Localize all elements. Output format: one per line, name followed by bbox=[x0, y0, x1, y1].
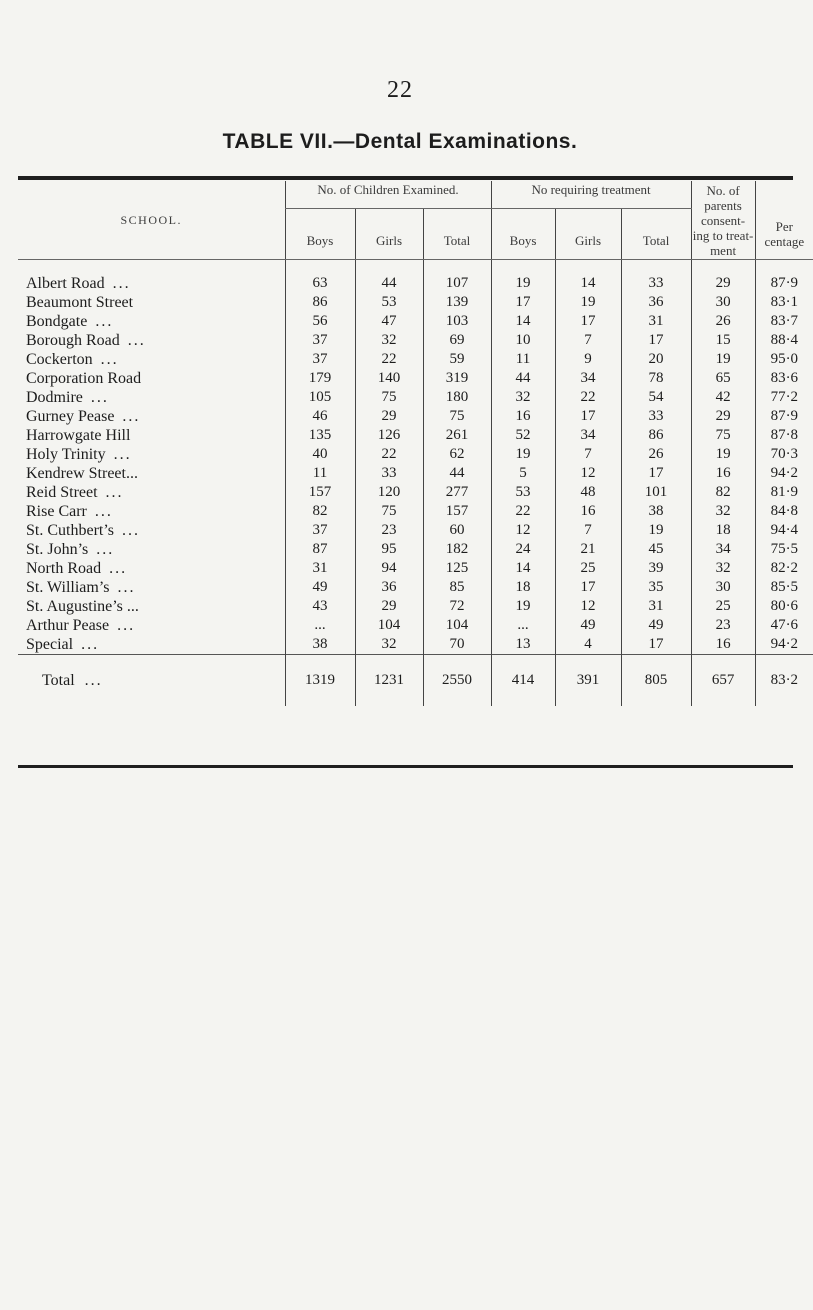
cell-ex-boys: 157 bbox=[285, 483, 355, 502]
dental-examinations-table bbox=[18, 181, 813, 706]
school-name-cell bbox=[18, 616, 285, 635]
cell-ex-girls: 75 bbox=[355, 502, 423, 521]
leader-dots: ... bbox=[109, 560, 128, 577]
table-title: TABLE VII.—Dental Examinations. bbox=[222, 130, 578, 153]
cell-ex-total: 125 bbox=[423, 559, 491, 578]
header-row-groups bbox=[18, 181, 813, 209]
leader-dots: ... bbox=[95, 313, 114, 330]
leader-dots: ... bbox=[117, 579, 136, 596]
total-consent: 657 bbox=[691, 655, 755, 707]
cell-ex-girls: 29 bbox=[355, 407, 423, 426]
cell-ex-girls: 75 bbox=[355, 388, 423, 407]
cell-pct: 87·9 bbox=[755, 407, 813, 426]
leader-dots: ... bbox=[105, 484, 124, 501]
school-name-cell bbox=[18, 260, 285, 294]
cell-consent: 34 bbox=[691, 540, 755, 559]
total-ex-boys: 1319 bbox=[285, 655, 355, 707]
table-row bbox=[18, 350, 813, 369]
cell-ex-total: 70 bbox=[423, 635, 491, 655]
cell-ex-total: 44 bbox=[423, 464, 491, 483]
cell-ex-boys: 87 bbox=[285, 540, 355, 559]
cell-pct: 88·4 bbox=[755, 331, 813, 350]
cell-rq-boys: 18 bbox=[491, 578, 555, 597]
cell-consent: 30 bbox=[691, 578, 755, 597]
cell-ex-girls: 22 bbox=[355, 350, 423, 369]
school-header: SCHOOL. bbox=[18, 181, 285, 260]
cell-pct: 94·2 bbox=[755, 635, 813, 655]
cell-ex-total: 59 bbox=[423, 350, 491, 369]
cell-rq-total: 33 bbox=[621, 407, 691, 426]
school-name-cell bbox=[18, 331, 285, 350]
school-name-cell bbox=[18, 312, 285, 331]
school-name-cell bbox=[18, 293, 285, 312]
requiring-girls-header: Girls bbox=[555, 209, 621, 260]
cell-rq-girls: 22 bbox=[555, 388, 621, 407]
percentage-header: Per centage bbox=[755, 181, 813, 260]
parents-consenting-label: No. of parents consent- ing to treat- ment bbox=[692, 183, 754, 258]
cell-ex-boys: 43 bbox=[285, 597, 355, 616]
leader-dots: ... bbox=[94, 503, 113, 520]
cell-pct: 94·2 bbox=[755, 464, 813, 483]
cell-rq-boys: 11 bbox=[491, 350, 555, 369]
cell-ex-total: 75 bbox=[423, 407, 491, 426]
cell-pct: 83·7 bbox=[755, 312, 813, 331]
cell-ex-boys: 56 bbox=[285, 312, 355, 331]
cell-rq-boys: 14 bbox=[491, 312, 555, 331]
cell-ex-total: 62 bbox=[423, 445, 491, 464]
cell-ex-total: 139 bbox=[423, 293, 491, 312]
cell-rq-girls: 16 bbox=[555, 502, 621, 521]
cell-ex-boys: 40 bbox=[285, 445, 355, 464]
total-label: Total bbox=[42, 672, 75, 689]
cell-pct: 80·6 bbox=[755, 597, 813, 616]
cell-ex-girls: 126 bbox=[355, 426, 423, 445]
cell-rq-girls: 17 bbox=[555, 578, 621, 597]
cell-ex-girls: 140 bbox=[355, 369, 423, 388]
cell-ex-girls: 44 bbox=[355, 260, 423, 294]
school-name: St. John’s bbox=[26, 541, 89, 558]
school-name: Reid Street bbox=[26, 484, 98, 501]
cell-consent: 26 bbox=[691, 312, 755, 331]
cell-ex-total: 104 bbox=[423, 616, 491, 635]
cell-ex-girls: 22 bbox=[355, 445, 423, 464]
requiring-treatment-header: No requiring treatment bbox=[491, 181, 691, 209]
total-ex-girls: 1231 bbox=[355, 655, 423, 707]
cell-pct: 87·8 bbox=[755, 426, 813, 445]
cell-rq-boys: 44 bbox=[491, 369, 555, 388]
cell-rq-girls: 4 bbox=[555, 635, 621, 655]
cell-ex-boys: 37 bbox=[285, 350, 355, 369]
cell-consent: 16 bbox=[691, 635, 755, 655]
school-name: Corporation Road bbox=[26, 370, 142, 387]
cell-ex-total: 261 bbox=[423, 426, 491, 445]
school-name-cell bbox=[18, 426, 285, 445]
school-name-cell bbox=[18, 540, 285, 559]
cell-rq-total: 45 bbox=[621, 540, 691, 559]
leader-dots: ... bbox=[113, 446, 132, 463]
cell-ex-boys: 179 bbox=[285, 369, 355, 388]
total-rq-girls: 391 bbox=[555, 655, 621, 707]
school-name: Bondgate bbox=[26, 313, 88, 330]
table-row bbox=[18, 540, 813, 559]
school-name-cell bbox=[18, 521, 285, 540]
table-row bbox=[18, 426, 813, 445]
table-row bbox=[18, 635, 813, 655]
cell-ex-total: 72 bbox=[423, 597, 491, 616]
cell-rq-boys: 10 bbox=[491, 331, 555, 350]
total-rq-boys: 414 bbox=[491, 655, 555, 707]
cell-ex-girls: 33 bbox=[355, 464, 423, 483]
cell-consent: 29 bbox=[691, 407, 755, 426]
examined-total-header: Total bbox=[423, 209, 491, 260]
cell-rq-total: 78 bbox=[621, 369, 691, 388]
cell-rq-total: 101 bbox=[621, 483, 691, 502]
table-row bbox=[18, 312, 813, 331]
leader-dots: ... bbox=[100, 351, 119, 368]
cell-consent: 29 bbox=[691, 260, 755, 294]
school-name-cell bbox=[18, 597, 285, 616]
cell-ex-total: 107 bbox=[423, 260, 491, 294]
school-name-cell bbox=[18, 388, 285, 407]
cell-consent: 75 bbox=[691, 426, 755, 445]
cell-pct: 83·1 bbox=[755, 293, 813, 312]
school-name: Arthur Pease bbox=[26, 617, 110, 634]
school-name: Beaumont Street bbox=[26, 294, 134, 311]
cell-rq-total: 31 bbox=[621, 312, 691, 331]
cell-pct: 94·4 bbox=[755, 521, 813, 540]
cell-rq-boys: 19 bbox=[491, 260, 555, 294]
table-row bbox=[18, 464, 813, 483]
cell-rq-boys: 53 bbox=[491, 483, 555, 502]
total-label-cell bbox=[18, 655, 285, 707]
cell-consent: 32 bbox=[691, 559, 755, 578]
cell-rq-total: 38 bbox=[621, 502, 691, 521]
cell-consent: 65 bbox=[691, 369, 755, 388]
cell-consent: 82 bbox=[691, 483, 755, 502]
cell-ex-boys: 105 bbox=[285, 388, 355, 407]
cell-ex-girls: 23 bbox=[355, 521, 423, 540]
requiring-boys-header: Boys bbox=[491, 209, 555, 260]
cell-ex-boys: 31 bbox=[285, 559, 355, 578]
cell-rq-total: 35 bbox=[621, 578, 691, 597]
examined-boys-header: Boys bbox=[285, 209, 355, 260]
requiring-total-header: Total bbox=[621, 209, 691, 260]
cell-rq-total: 17 bbox=[621, 464, 691, 483]
table-row bbox=[18, 331, 813, 350]
cell-rq-boys: 19 bbox=[491, 445, 555, 464]
cell-consent: 32 bbox=[691, 502, 755, 521]
table-row bbox=[18, 559, 813, 578]
school-name-cell bbox=[18, 559, 285, 578]
cell-rq-boys: 32 bbox=[491, 388, 555, 407]
cell-rq-boys: 19 bbox=[491, 597, 555, 616]
cell-pct: 95·0 bbox=[755, 350, 813, 369]
examined-header: No. of Children Examined. bbox=[285, 181, 491, 209]
cell-rq-girls: 25 bbox=[555, 559, 621, 578]
school-name: St. William’s bbox=[26, 579, 110, 596]
school-name: Harrowgate Hill bbox=[26, 427, 131, 444]
cell-rq-girls: 7 bbox=[555, 521, 621, 540]
total-rq-total: 805 bbox=[621, 655, 691, 707]
cell-ex-girls: 47 bbox=[355, 312, 423, 331]
cell-ex-boys: 86 bbox=[285, 293, 355, 312]
cell-consent: 19 bbox=[691, 445, 755, 464]
cell-pct: 83·6 bbox=[755, 369, 813, 388]
school-name: Rise Carr bbox=[26, 503, 87, 520]
leader-dots: ... bbox=[122, 408, 141, 425]
leader-dots: ... bbox=[122, 522, 141, 539]
cell-consent: 19 bbox=[691, 350, 755, 369]
cell-ex-boys: ... bbox=[285, 616, 355, 635]
cell-ex-girls: 95 bbox=[355, 540, 423, 559]
cell-rq-total: 17 bbox=[621, 331, 691, 350]
cell-rq-boys: 13 bbox=[491, 635, 555, 655]
cell-rq-boys: 14 bbox=[491, 559, 555, 578]
school-name: Borough Road bbox=[26, 332, 120, 349]
cell-consent: 25 bbox=[691, 597, 755, 616]
cell-ex-girls: 94 bbox=[355, 559, 423, 578]
cell-ex-girls: 36 bbox=[355, 578, 423, 597]
cell-rq-girls: 21 bbox=[555, 540, 621, 559]
cell-ex-boys: 82 bbox=[285, 502, 355, 521]
cell-ex-girls: 120 bbox=[355, 483, 423, 502]
table-body bbox=[18, 260, 813, 707]
cell-rq-boys: 16 bbox=[491, 407, 555, 426]
table-row bbox=[18, 260, 813, 294]
cell-ex-total: 85 bbox=[423, 578, 491, 597]
cell-ex-total: 69 bbox=[423, 331, 491, 350]
school-name-cell bbox=[18, 483, 285, 502]
cell-pct: 84·8 bbox=[755, 502, 813, 521]
cell-ex-total: 319 bbox=[423, 369, 491, 388]
table-row bbox=[18, 616, 813, 635]
school-name: Holy Trinity bbox=[26, 446, 106, 463]
school-name-cell bbox=[18, 635, 285, 655]
cell-consent: 16 bbox=[691, 464, 755, 483]
cell-pct: 70·3 bbox=[755, 445, 813, 464]
cell-ex-boys: 49 bbox=[285, 578, 355, 597]
school-name-cell bbox=[18, 578, 285, 597]
cell-rq-total: 36 bbox=[621, 293, 691, 312]
table-row bbox=[18, 407, 813, 426]
table-row bbox=[18, 483, 813, 502]
school-name-cell bbox=[18, 407, 285, 426]
leader-dots: ... bbox=[112, 275, 131, 292]
examined-girls-header: Girls bbox=[355, 209, 423, 260]
table-row bbox=[18, 597, 813, 616]
cell-pct: 81·9 bbox=[755, 483, 813, 502]
cell-consent: 23 bbox=[691, 616, 755, 635]
leader-dots: ... bbox=[96, 541, 115, 558]
cell-rq-boys: 24 bbox=[491, 540, 555, 559]
cell-rq-girls: 48 bbox=[555, 483, 621, 502]
cell-consent: 42 bbox=[691, 388, 755, 407]
cell-pct: 75·5 bbox=[755, 540, 813, 559]
table-row bbox=[18, 502, 813, 521]
table-row bbox=[18, 521, 813, 540]
cell-rq-girls: 34 bbox=[555, 369, 621, 388]
cell-ex-boys: 63 bbox=[285, 260, 355, 294]
school-name-cell bbox=[18, 369, 285, 388]
cell-rq-total: 31 bbox=[621, 597, 691, 616]
top-rule bbox=[18, 176, 793, 180]
school-name: Special bbox=[26, 636, 74, 653]
cell-ex-total: 180 bbox=[423, 388, 491, 407]
cell-pct: 77·2 bbox=[755, 388, 813, 407]
school-name: St. Augustine’s ... bbox=[26, 598, 139, 615]
cell-rq-boys: 52 bbox=[491, 426, 555, 445]
cell-rq-total: 86 bbox=[621, 426, 691, 445]
cell-ex-boys: 11 bbox=[285, 464, 355, 483]
cell-rq-girls: 17 bbox=[555, 407, 621, 426]
table-row bbox=[18, 445, 813, 464]
cell-consent: 18 bbox=[691, 521, 755, 540]
cell-rq-boys: 17 bbox=[491, 293, 555, 312]
leader-dots: ... bbox=[84, 672, 103, 689]
cell-ex-total: 103 bbox=[423, 312, 491, 331]
cell-pct: 85·5 bbox=[755, 578, 813, 597]
school-name-cell bbox=[18, 464, 285, 483]
cell-ex-girls: 104 bbox=[355, 616, 423, 635]
cell-rq-total: 39 bbox=[621, 559, 691, 578]
table-row bbox=[18, 578, 813, 597]
table-row bbox=[18, 293, 813, 312]
cell-rq-girls: 17 bbox=[555, 312, 621, 331]
cell-rq-total: 20 bbox=[621, 350, 691, 369]
cell-rq-girls: 14 bbox=[555, 260, 621, 294]
cell-pct: 47·6 bbox=[755, 616, 813, 635]
cell-rq-total: 33 bbox=[621, 260, 691, 294]
parents-consenting-header bbox=[691, 181, 755, 260]
cell-rq-boys: 5 bbox=[491, 464, 555, 483]
leader-dots: ... bbox=[127, 332, 146, 349]
bottom-rule bbox=[18, 765, 793, 768]
cell-ex-girls: 32 bbox=[355, 331, 423, 350]
cell-ex-boys: 135 bbox=[285, 426, 355, 445]
cell-rq-girls: 19 bbox=[555, 293, 621, 312]
cell-rq-girls: 12 bbox=[555, 464, 621, 483]
cell-pct: 82·2 bbox=[755, 559, 813, 578]
table-row bbox=[18, 388, 813, 407]
cell-ex-boys: 37 bbox=[285, 521, 355, 540]
school-name: St. Cuthbert’s bbox=[26, 522, 115, 539]
total-row bbox=[18, 655, 813, 707]
cell-ex-boys: 46 bbox=[285, 407, 355, 426]
school-name: Albert Road bbox=[26, 275, 105, 292]
cell-rq-total: 26 bbox=[621, 445, 691, 464]
cell-rq-girls: 49 bbox=[555, 616, 621, 635]
cell-rq-girls: 12 bbox=[555, 597, 621, 616]
cell-rq-girls: 7 bbox=[555, 445, 621, 464]
cell-ex-girls: 29 bbox=[355, 597, 423, 616]
cell-rq-boys: 12 bbox=[491, 521, 555, 540]
school-name: North Road bbox=[26, 560, 102, 577]
cell-rq-boys: 22 bbox=[491, 502, 555, 521]
cell-rq-total: 17 bbox=[621, 635, 691, 655]
cell-rq-total: 49 bbox=[621, 616, 691, 635]
cell-consent: 15 bbox=[691, 331, 755, 350]
cell-ex-total: 277 bbox=[423, 483, 491, 502]
cell-pct: 87·9 bbox=[755, 260, 813, 294]
school-name-cell bbox=[18, 350, 285, 369]
total-pct: 83·2 bbox=[755, 655, 813, 707]
cell-rq-girls: 7 bbox=[555, 331, 621, 350]
page-number: 22 bbox=[387, 77, 413, 103]
school-name-cell bbox=[18, 502, 285, 521]
school-name: Gurney Pease bbox=[26, 408, 115, 425]
cell-ex-total: 157 bbox=[423, 502, 491, 521]
cell-rq-boys: ... bbox=[491, 616, 555, 635]
cell-rq-total: 54 bbox=[621, 388, 691, 407]
cell-consent: 30 bbox=[691, 293, 755, 312]
leader-dots: ... bbox=[117, 617, 136, 634]
table-row bbox=[18, 369, 813, 388]
leader-dots: ... bbox=[90, 389, 109, 406]
cell-rq-girls: 9 bbox=[555, 350, 621, 369]
total-ex-total: 2550 bbox=[423, 655, 491, 707]
school-name: Cockerton bbox=[26, 351, 93, 368]
school-name: Dodmire bbox=[26, 389, 83, 406]
cell-ex-girls: 53 bbox=[355, 293, 423, 312]
leader-dots: ... bbox=[81, 636, 100, 653]
cell-rq-total: 19 bbox=[621, 521, 691, 540]
cell-ex-girls: 32 bbox=[355, 635, 423, 655]
cell-ex-total: 182 bbox=[423, 540, 491, 559]
cell-ex-total: 60 bbox=[423, 521, 491, 540]
cell-ex-boys: 38 bbox=[285, 635, 355, 655]
school-name: Kendrew Street... bbox=[26, 465, 138, 482]
school-name-cell bbox=[18, 445, 285, 464]
cell-ex-boys: 37 bbox=[285, 331, 355, 350]
cell-rq-girls: 34 bbox=[555, 426, 621, 445]
